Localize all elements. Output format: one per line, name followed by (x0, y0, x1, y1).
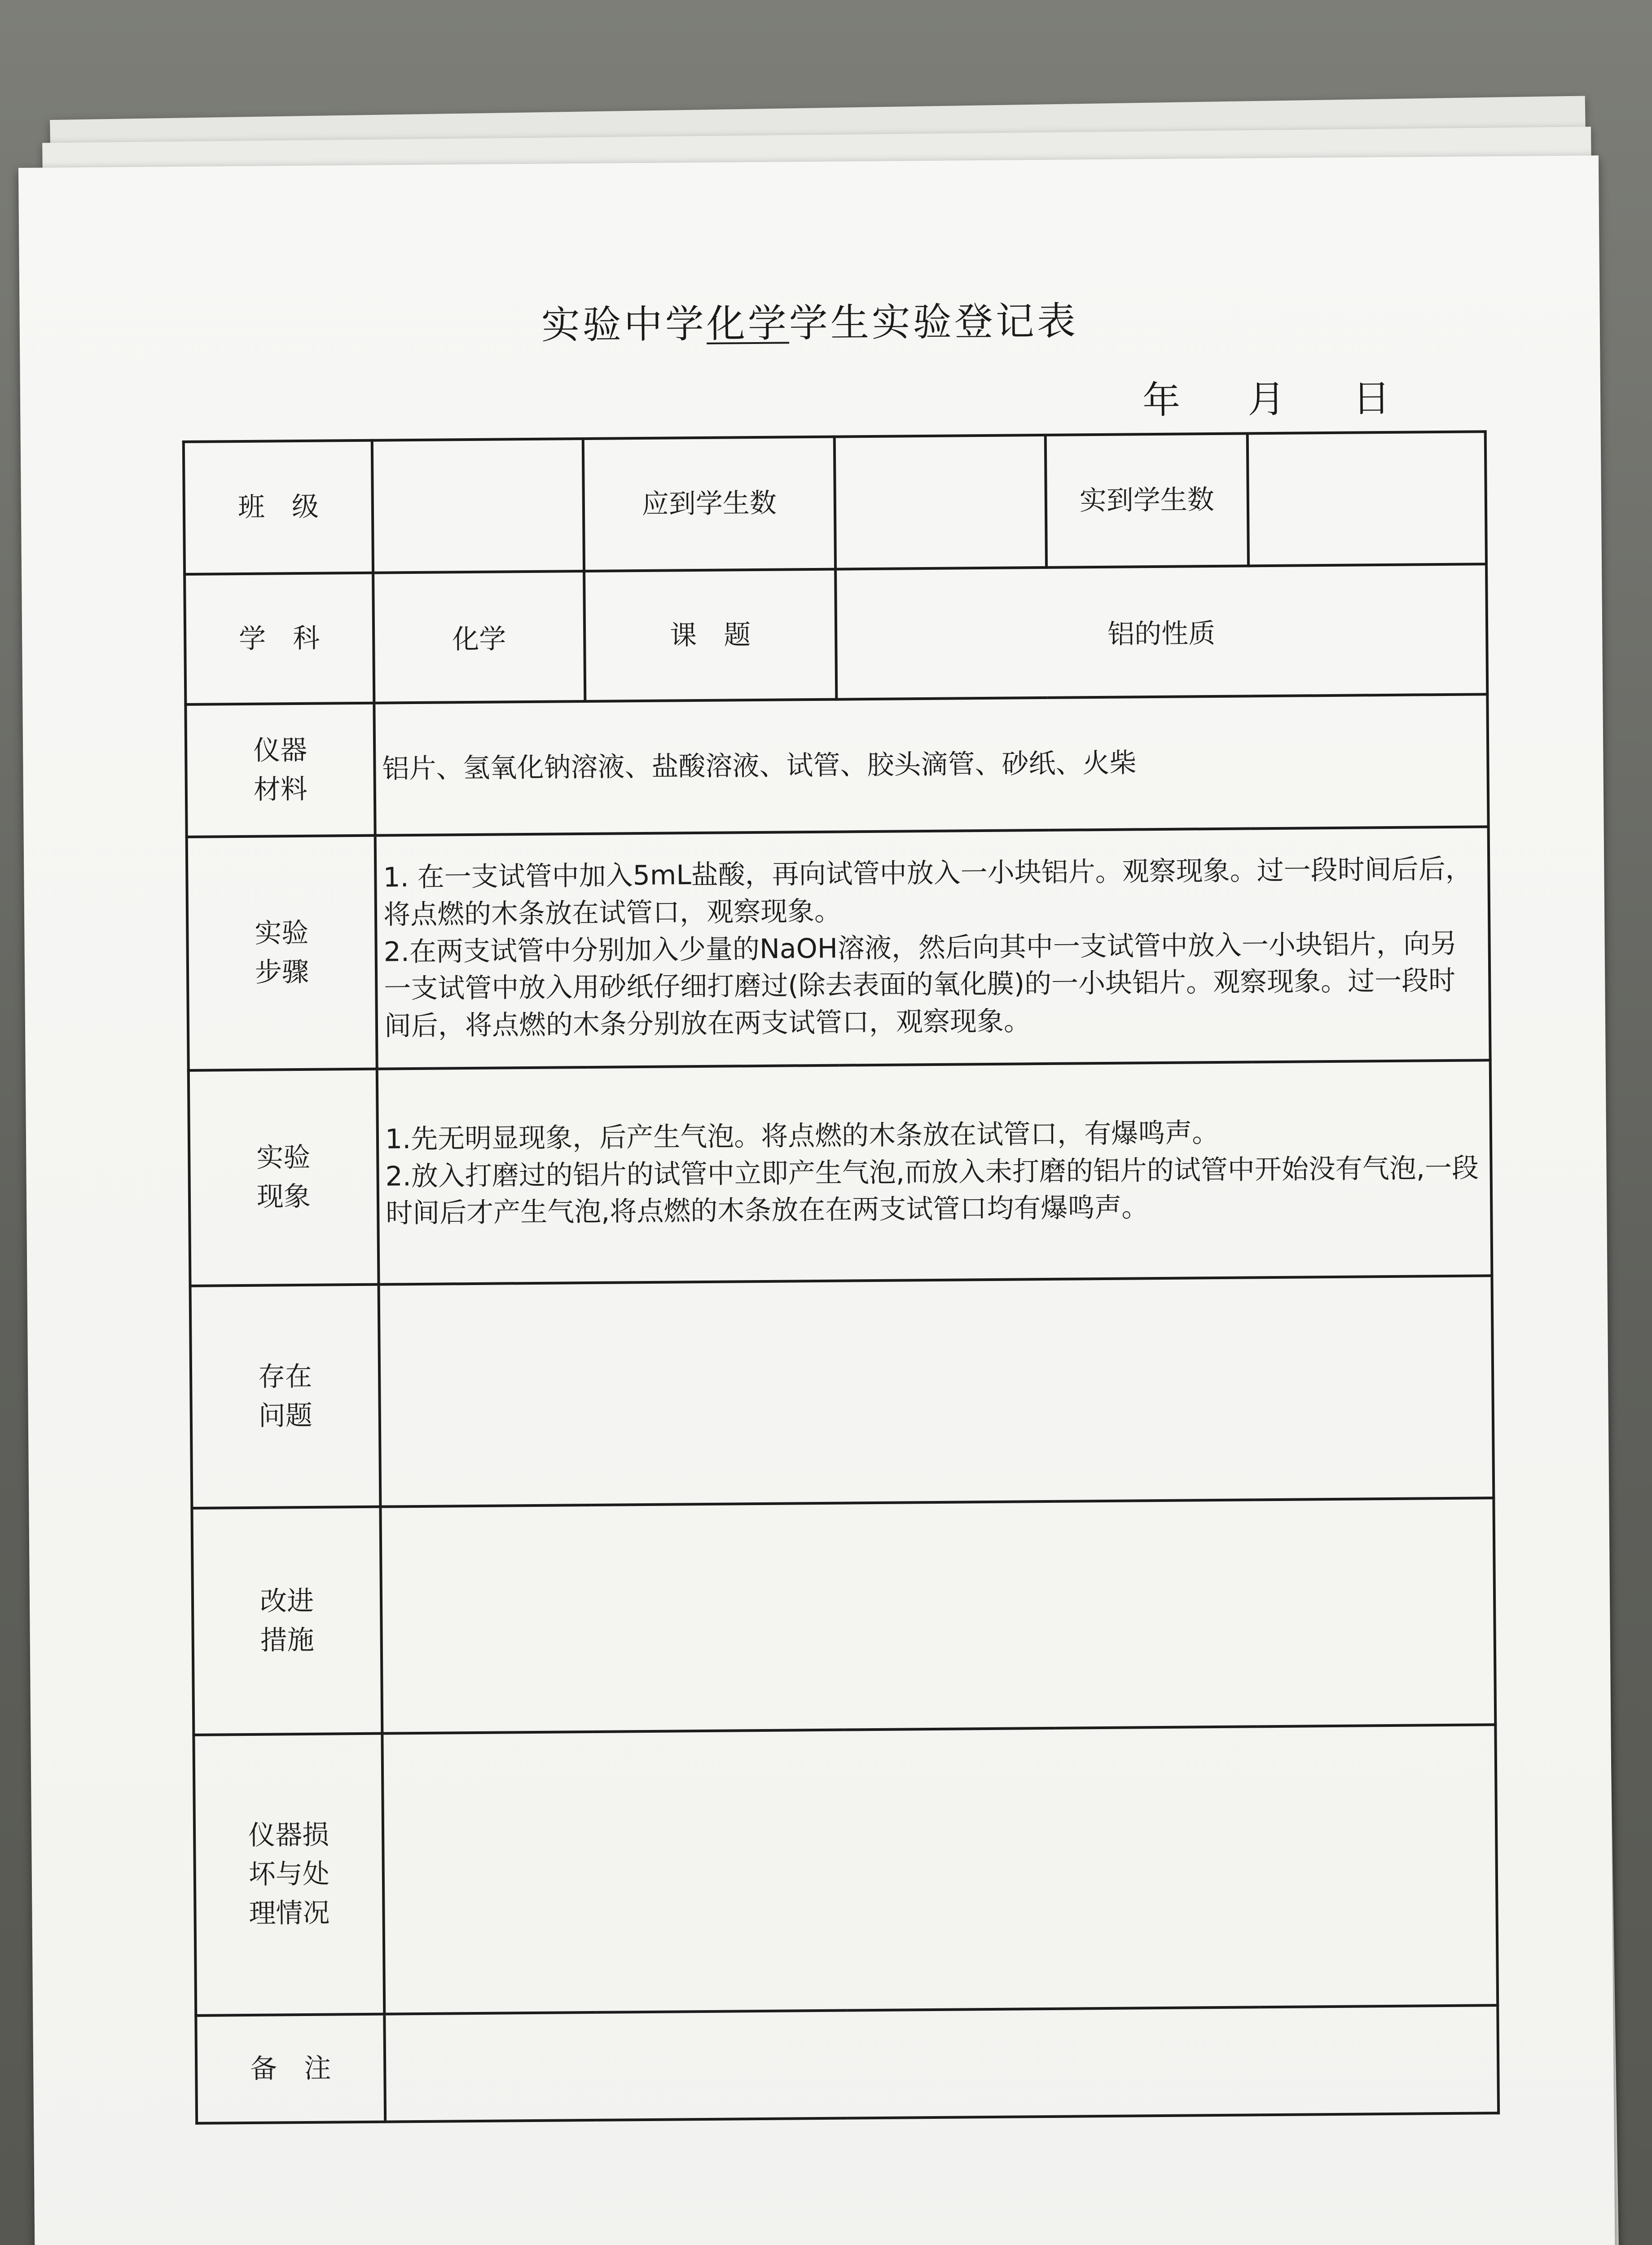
title-prefix: 实验中学 (541, 301, 707, 348)
table-row (193, 1725, 1498, 2016)
title-suffix: 学生实验登记表 (789, 299, 1079, 346)
equipment-label (185, 703, 375, 837)
table-row (196, 2005, 1498, 2123)
steps-line: 1. 在一支试管中加入5mL盐酸，再向试管中放入一小块铝片。观察现象。过一段时间后后，将点燃的木条放在试管口，观察现象。 (383, 853, 1472, 931)
topic-label: 课 题 (584, 569, 836, 701)
problems-label (190, 1285, 381, 1508)
phenomena-label-line: 实验 (256, 1141, 311, 1174)
damage-label (193, 1734, 384, 2016)
phenomena-label (189, 1069, 379, 1286)
equipment-field[interactable]: 铝片、氢氧化钠溶液、盐酸溶液、试管、胶头滴管、砂纸、火柴 (374, 694, 1488, 835)
table-row (189, 1060, 1492, 1286)
steps-label-line: 步骤 (255, 956, 309, 988)
equipment-label-line: 仪器 (253, 734, 308, 766)
improvements-label-line: 措施 (260, 1624, 315, 1656)
actual-students-label: 实到学生数 (1046, 433, 1248, 568)
damage-label-line: 坏与处 (248, 1858, 330, 1890)
class-field[interactable] (372, 439, 584, 573)
date-line (1142, 368, 1391, 424)
steps-line: 2.在两支试管中分别加入少量的NaOH溶液，然后向其中一支试管中放入一小块铝片，向另一支试管中放入用砂纸仔细打磨过(除去表面的氧化膜)的一小块铝片。观察现象。过一段时间后，将点燃的木条分别放在两支试管口，观察现象。 (383, 928, 1458, 1042)
date-year-label: 年 (1142, 378, 1181, 423)
form-page (18, 155, 1616, 2245)
damage-field[interactable] (382, 1725, 1498, 2014)
improvements-label-line: 改进 (259, 1585, 314, 1617)
remarks-label: 备 注 (196, 2014, 385, 2123)
subject-field[interactable]: 化学 (373, 571, 585, 703)
topic-field[interactable]: 铝的性质 (835, 564, 1487, 699)
table-row (184, 431, 1486, 574)
steps-label-line: 实验 (255, 917, 309, 949)
class-label: 班 级 (184, 440, 373, 574)
phenomena-line: 2.放入打磨过的铝片的试管中立即产生气泡,而放入未打磨的铝片的试管中开始没有气泡,一段时间后才产生气泡,将点燃的木条放在在两支试管口均有爆鸣声。 (385, 1152, 1479, 1229)
date-day-label: 日 (1352, 376, 1391, 421)
damage-label-line: 仪器损 (248, 1819, 330, 1851)
expected-students-label: 应到学生数 (583, 437, 835, 571)
steps-label (187, 836, 377, 1070)
problems-field[interactable] (379, 1276, 1494, 1506)
table-row (190, 1276, 1494, 1508)
remarks-field[interactable] (384, 2005, 1498, 2122)
phenomena-field[interactable] (377, 1060, 1492, 1284)
subject-label: 学 科 (185, 573, 374, 704)
equipment-label-line: 材料 (253, 773, 308, 806)
improvements-label (192, 1507, 382, 1735)
table-row (187, 827, 1490, 1070)
registration-table (182, 430, 1500, 2125)
steps-field[interactable] (375, 827, 1490, 1069)
problems-label-line: 问题 (258, 1400, 313, 1432)
phenomena-line: 1.先无明显现象，后产生气泡。将点燃的木条放在试管口，有爆鸣声。 (385, 1117, 1219, 1155)
table-row (192, 1498, 1495, 1735)
table-row (185, 694, 1488, 837)
damage-label-line: 理情况 (249, 1897, 330, 1929)
expected-students-field[interactable] (835, 435, 1046, 569)
title-subject: 化学 (706, 301, 790, 347)
problems-label-line: 存在 (258, 1360, 312, 1393)
page-title (19, 286, 1600, 354)
phenomena-label-line: 现象 (256, 1180, 311, 1213)
improvements-field[interactable] (380, 1498, 1495, 1733)
table-row (185, 564, 1487, 704)
date-month-label: 月 (1247, 377, 1286, 422)
actual-students-field[interactable] (1248, 431, 1486, 566)
